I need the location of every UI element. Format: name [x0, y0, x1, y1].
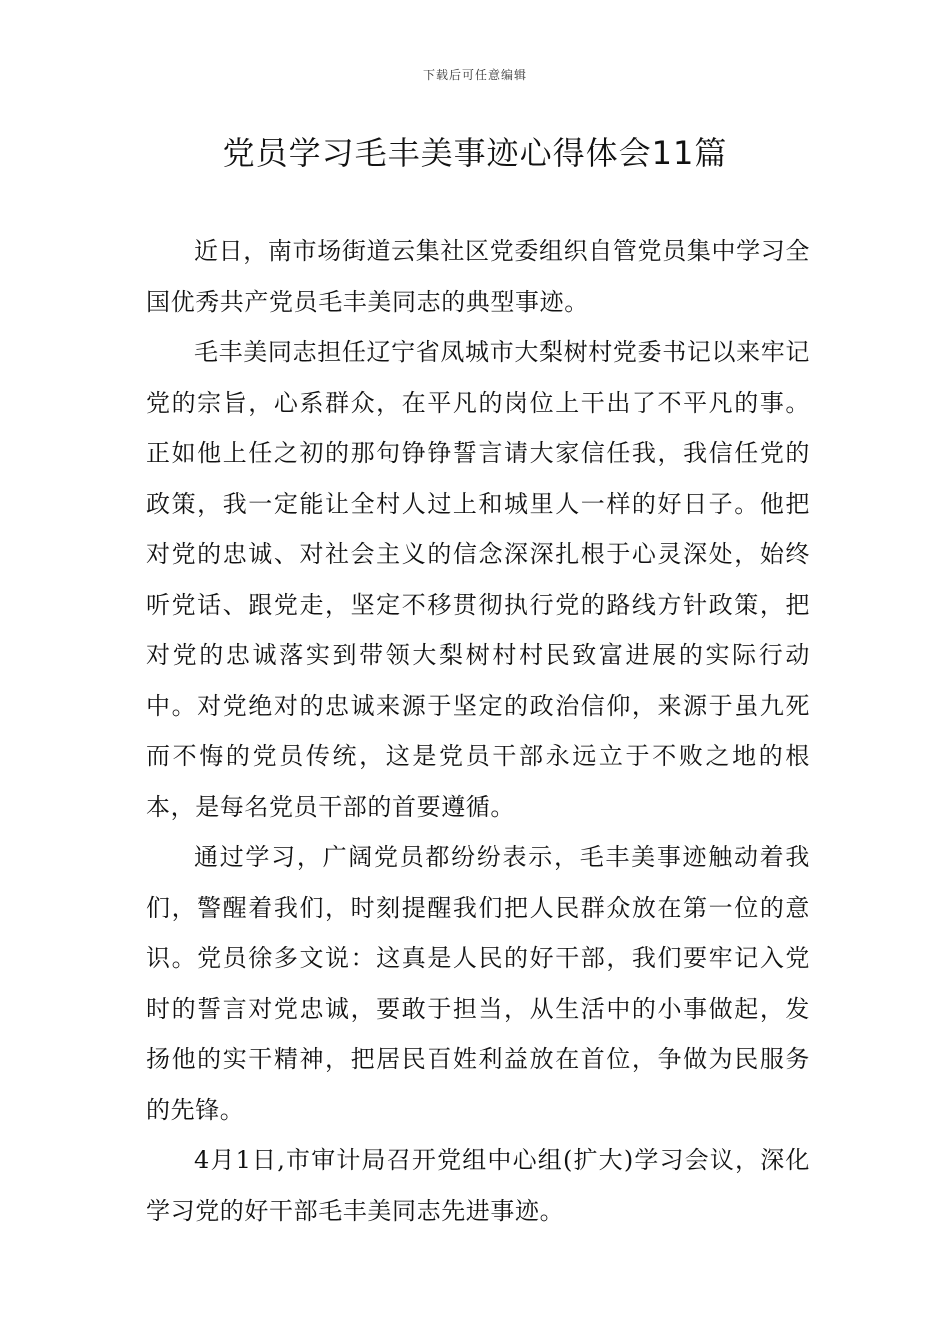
document-body	[146, 226, 810, 1236]
paragraph-3: 通过学习，广阔党员都纷纷表示，毛丰美事迹触动着我们，警醒着我们，时刻提醒我们把人民群众放在第一位的意识。党员徐多文说：这真是人民的好干部，我们要牢记入党时的誓言对党忠诚，要敢于担当，从生活中的小事做起，发扬他的实干精神，把居民百姓利益放在首位，争做为民服务的先锋。	[146, 843, 810, 1124]
paragraph-2: 毛丰美同志担任辽宁省凤城市大梨树村党委书记以来牢记党的宗旨，心系群众，在平凡的岗位上干出了不平凡的事。正如他上任之初的那句铮铮誓言请大家信任我，我信任党的政策，我一定能让全村人过上和城里人一样的好日子。他把对党的忠诚、对社会主义的信念深深扎根于心灵深处，始终听党话、跟党走，坚定不移贯彻执行党的路线方针政策，把对党的忠诚落实到带领大梨树村村民致富进展的实际行动中。对党绝对的忠诚来源于坚定的政治信仰，来源于虽九死而不悔的党员传统，这是党员干部永远立于不败之地的根本，是每名党员干部的首要遵循。	[146, 338, 810, 821]
header-note: 下载后可任意编辑	[422, 68, 527, 82]
paragraph-1: 近日，南市场街道云集社区党委组织自管党员集中学习全国优秀共产党员毛丰美同志的典型事迹。	[146, 237, 810, 316]
paragraph-4: 4月1日,市审计局召开党组中心组(扩大)学习会议，深化学习党的好干部毛丰美同志先进事迹。	[146, 1146, 810, 1225]
document-title: 党员学习毛丰美事迹心得体会11篇	[222, 134, 728, 172]
